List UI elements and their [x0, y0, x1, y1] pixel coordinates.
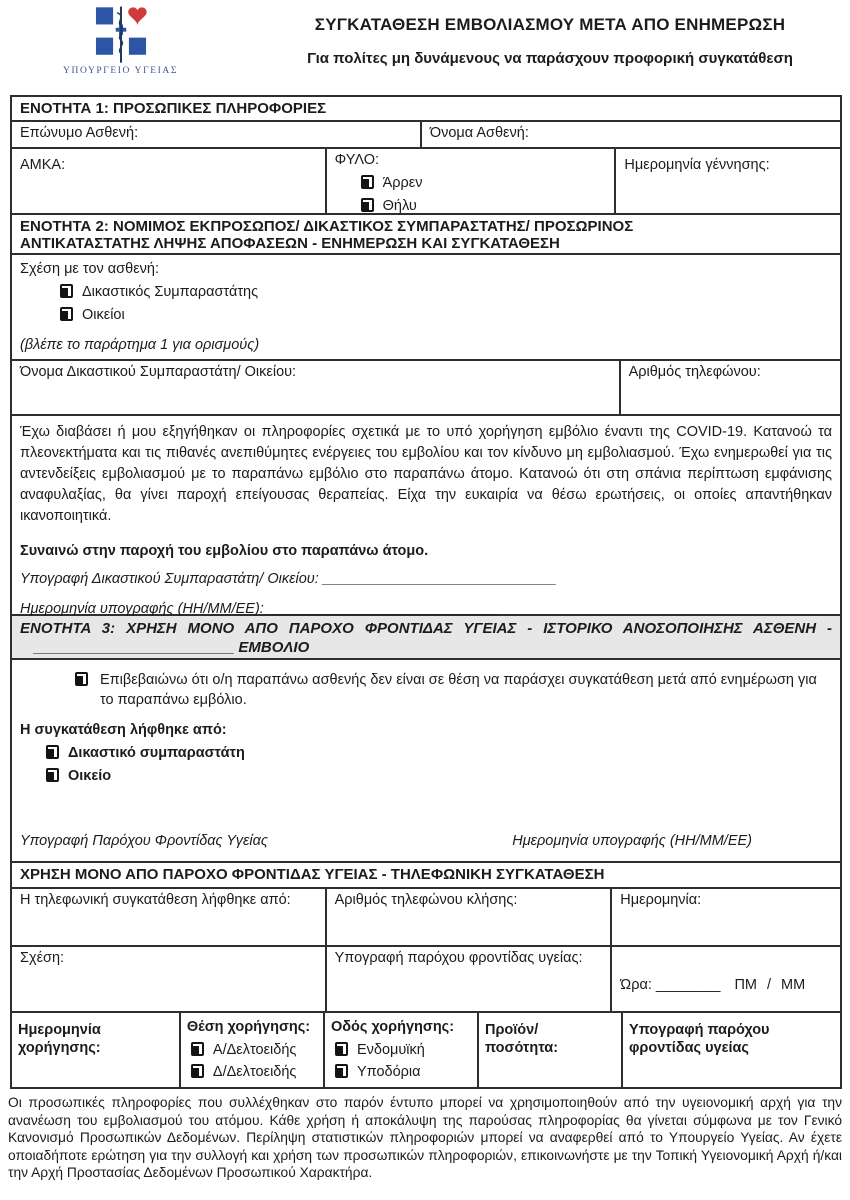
- dob-label: Ημερομηνία γέννησης:: [624, 157, 770, 173]
- phone-obtained-field[interactable]: [12, 889, 327, 945]
- judicial-guardian-checkbox[interactable]: [60, 284, 73, 298]
- intramuscular-label: Ενδομυϊκή: [356, 1042, 425, 1058]
- form-titles: [250, 4, 850, 92]
- ministry-name: ΥΠΟΥΡΓΕΙΟ ΥΓΕΙΑΣ: [63, 66, 178, 76]
- page-title: ΣΥΓΚΑΤΑΘΕΣΗ ΕΜΒΟΛΙΑΣΜΟΥ ΜΕΤΑ ΑΠΟ ΕΝΗΜΕΡΩΣΗ: [314, 15, 786, 34]
- left-deltoid-checkbox[interactable]: [191, 1042, 204, 1056]
- site-option-left-deltoid: [191, 1042, 317, 1058]
- guardian-signature-label: Υπογραφή Δικαστικού Συμπαραστάτη/ Οικείου:: [20, 571, 319, 587]
- obtained-option-guardian: [46, 745, 832, 761]
- incapacity-text: Επιβεβαιώνω ότι ο/η παραπάνω ασθενής δεν είναι σε θέση να παράσχει συγκατάθεση μετά από ενημέρωση για το παραπάνω εμβόλιο.: [100, 672, 817, 708]
- route-option-subcutaneous: [335, 1064, 471, 1080]
- obtained-relative-checkbox[interactable]: [46, 768, 59, 782]
- sex-field: [327, 149, 617, 213]
- sex-option-male: [361, 175, 607, 191]
- appendix-note: (βλέπε το παράρτημα 1 για ορισμούς): [20, 337, 260, 353]
- phone-provider-signature-field[interactable]: [327, 947, 613, 1011]
- right-deltoid-label: Δ/Δελτοειδής: [212, 1064, 297, 1080]
- administration-route-field: [325, 1013, 479, 1087]
- male-checkbox-label: Άρρεν: [382, 175, 423, 191]
- ministry-of-health-emblem-icon: [86, 6, 156, 64]
- call-number-field[interactable]: [327, 889, 613, 945]
- subcutaneous-label: Υποδόρια: [356, 1064, 421, 1080]
- consent-declaration: Συναινώ στην παροχή του εμβολίου στο παραπάνω άτομο.: [20, 543, 429, 559]
- form-header: [0, 0, 850, 92]
- time-label: Ώρα:: [620, 977, 652, 993]
- provider-signature-label[interactable]: Υπογραφή Παρόχου Φροντίδας Υγείας: [20, 833, 268, 849]
- pm-label[interactable]: ΜΜ: [781, 977, 806, 993]
- female-checkbox[interactable]: [361, 198, 374, 212]
- judicial-guardian-label: Δικαστικός Συμπαραστάτης: [82, 284, 259, 300]
- section3-header-line2: [20, 639, 832, 656]
- phone-relation-field[interactable]: [12, 947, 327, 1011]
- ministry-logo: [58, 4, 183, 92]
- guardian-signature-row: [20, 571, 832, 587]
- time-line[interactable]: ________: [655, 977, 721, 993]
- vaccine-name-blank[interactable]: ________________________: [34, 639, 235, 656]
- sex-label: ΦΥΛΟ:: [334, 152, 380, 168]
- relation-option-guardian: [60, 284, 832, 300]
- provider-sign-date-label[interactable]: Ημερομηνία υπογραφής (ΗΗ/ΜΜ/ΕΕ): [512, 833, 752, 849]
- section2-header-line2: ΑΝΤΙΚΑΤΑΣΤΑΤΗΣ ΛΗΨΗΣ ΑΠΟΦΑΣΕΩΝ - ΕΝΗΜΕΡΩΣΗ ΚΑΙ ΣΥΓΚΑΤΑΘΕΣΗ: [20, 235, 560, 252]
- consent-statement-block: [12, 416, 840, 616]
- provider-signature-row: [20, 833, 832, 849]
- relatives-label: Οικείοι: [82, 307, 125, 323]
- patient-surname-field[interactable]: [12, 122, 422, 147]
- phone-obtained-label: Η τηλεφωνική συγκατάθεση λήφθηκε από:: [20, 892, 291, 908]
- male-checkbox[interactable]: [361, 175, 374, 189]
- product-quantity-field[interactable]: [479, 1013, 623, 1087]
- admin-provider-signature-label: Υπογραφή παρόχου φροντίδας υγείας: [629, 1022, 770, 1056]
- guardian-signature-line[interactable]: _____________________________: [322, 571, 557, 587]
- obtained-guardian-label: Δικαστικό συμπαραστάτη: [68, 745, 245, 761]
- patient-firstname-field[interactable]: [422, 122, 840, 147]
- privacy-notice: Οι προσωπικές πληροφορίες που συλλέχθηκαν στο παρόν έντυπο μπορεί να χρησιμοποιηθούν από την υγειονομική αρχή για την ανανέωση του εμβολιασμού του ατόμου. Κάθε χρήση ή αποκάλυψη της παρούσας πληροφορίας θα γίνεται σύμφωνα με τον Γενικό Κανονισμό Προσωπικών Δεδομένων. Περίληψη στατιστικών πληροφοριών μπορεί να αναφερθεί από το Υπουργείο Υγείας. Αν έχετε οποιαδήποτε ερώτηση για την συλλογή και χρήση των προσωπικών πληροφοριών, επικοινωνήστε με την Τοπική Υγειονομική Αρχή ή/και την Αρχή Προστασίας Δεδομένων Προσωπικού Χαρακτήρα.: [8, 1095, 842, 1180]
- amka-field[interactable]: [12, 149, 327, 213]
- guardian-sign-date-label: Ημερομηνία υπογραφής (ΗΗ/ΜΜ/ΕΕ):: [20, 601, 264, 617]
- site-option-right-deltoid: [191, 1064, 317, 1080]
- page-subtitle: Για πολίτες μη δυνάμενους να παράσχουν προφορική συγκατάθεση: [307, 50, 793, 67]
- consent-paragraph: Έχω διαβάσει ή μου εξηγήθηκαν οι πληροφορίες σχετικά με το υπό χορήγηση εμβόλιο έναντι της COVID-19. Κατανοώ τα πλεονεκτήματα και τις πιθανές ανεπιθύμητες ενέργειες του εμβολίου και τον κίνδυνο μη εμβολιασμού. Έχω ενημερωθεί για τις αντενδείξεις εμβολιασμού με το παραπάνω εμβόλιο στο παραπάνω άτομο. Κατανοώ ότι στη σπάνια περίπτωση εμφάνισης αναφυλαξίας, θα γίνει παροχή επείγουσας θεραπείας. Είχα την ευκαιρία να θέσω ερωτήσεις, οι οποίες απαντήθηκαν ικανοποιητικά.: [20, 424, 832, 524]
- administration-site-label: Θέση χορήγησης:: [186, 1019, 311, 1035]
- phone-provider-signature-label: Υπογραφή παρόχου φροντίδας υγείας:: [334, 950, 583, 966]
- female-checkbox-label: Θήλυ: [382, 198, 417, 214]
- patient-surname-label: Επώνυμο Ασθενή:: [20, 125, 139, 141]
- subcutaneous-checkbox[interactable]: [335, 1064, 348, 1078]
- left-deltoid-label: Α/Δελτοειδής: [212, 1042, 297, 1058]
- phone-relation-label: Σχέση:: [20, 950, 65, 966]
- admin-provider-signature-field[interactable]: [623, 1013, 840, 1087]
- section3-header-line1: ΕΝΟΤΗΤΑ 3: ΧΡΗΣΗ ΜΟΝΟ ΑΠΟ ΠΑΡΟΧΟ ΦΡΟΝΤΙΔΑΣ ΥΓΕΙΑΣ - ΙΣΤΟΡΙΚΟ ΑΝΟΣΟΠΟΙΗΣΗΣ ΑΣΘΕΝΗ -: [20, 620, 832, 637]
- sex-option-female: [361, 198, 607, 214]
- consent-form-table: [10, 95, 842, 1089]
- section3-header: [12, 616, 840, 660]
- am-pm-separator: /: [767, 977, 772, 993]
- intramuscular-checkbox[interactable]: [335, 1042, 348, 1056]
- administration-date-field[interactable]: [12, 1013, 181, 1087]
- obtained-guardian-checkbox[interactable]: [46, 745, 59, 759]
- guardian-phone-label: Αριθμός τηλεφώνου:: [628, 364, 761, 380]
- dob-field[interactable]: [616, 149, 840, 213]
- incapacity-confirmation: [20, 670, 832, 710]
- section3-body: [12, 660, 840, 863]
- vaccine-word: ΕΜΒΟΛΙΟ: [238, 639, 310, 656]
- guardian-sign-date-row: [20, 601, 832, 617]
- administration-date-label: Ημερομηνία χορήγησης:: [18, 1022, 101, 1056]
- section2-header-line1: ΕΝΟΤΗΤΑ 2: ΝΟΜΙΜΟΣ ΕΚΠΡΟΣΩΠΟΣ/ ΔΙΚΑΣΤΙΚΟΣ ΣΥΜΠΑΡΑΣΤΑΤΗΣ/ ΠΡΟΣΩΡΙΝΟΣ: [20, 218, 634, 235]
- right-deltoid-checkbox[interactable]: [191, 1064, 204, 1078]
- route-option-intramuscular: [335, 1042, 471, 1058]
- administration-site-field: [181, 1013, 325, 1087]
- phone-consent-header: ΧΡΗΣΗ ΜΟΝΟ ΑΠΟ ΠΑΡΟΧΟ ΦΡΟΝΤΙΔΑΣ ΥΓΕΙΑΣ - ΤΗΛΕΦΩΝΙΚΗ ΣΥΓΚΑΤΑΘΕΣΗ: [12, 863, 840, 889]
- administration-route-label: Οδός χορήγησης:: [330, 1019, 455, 1035]
- amka-label: ΑΜΚΑ:: [20, 157, 66, 173]
- obtained-relative-label: Οικείο: [68, 768, 112, 784]
- call-number-label: Αριθμός τηλεφώνου κλήσης:: [334, 892, 518, 908]
- time-field[interactable]: [612, 947, 840, 1011]
- guardian-name-label: Όνομα Δικαστικού Συμπαραστάτη/ Οικείου:: [20, 364, 297, 380]
- relation-label: Σχέση με τον ασθενή:: [20, 261, 159, 277]
- obtained-option-relative: [46, 768, 832, 784]
- guardian-name-field[interactable]: [12, 361, 621, 414]
- am-label[interactable]: ΠΜ: [734, 977, 757, 993]
- section1-header: ΕΝΟΤΗΤΑ 1: ΠΡΟΣΩΠΙΚΕΣ ΠΛΗΡΟΦΟΡΙΕΣ: [12, 97, 840, 122]
- guardian-phone-field[interactable]: [621, 361, 840, 414]
- phone-date-field[interactable]: [612, 889, 840, 945]
- patient-firstname-label: Όνομα Ασθενή:: [429, 125, 529, 141]
- incapacity-checkbox[interactable]: [75, 672, 88, 686]
- guardian-sign-date-line[interactable]: _____________________________: [267, 601, 502, 617]
- relation-option-relatives: [60, 307, 832, 323]
- product-quantity-label: Προϊόν/ ποσότητα:: [484, 1022, 559, 1056]
- phone-date-label: Ημερομηνία:: [620, 892, 702, 908]
- consent-obtained-label: Η συγκατάθεση λήφθηκε από:: [20, 722, 227, 738]
- section2-header: [12, 215, 840, 255]
- relatives-checkbox[interactable]: [60, 307, 73, 321]
